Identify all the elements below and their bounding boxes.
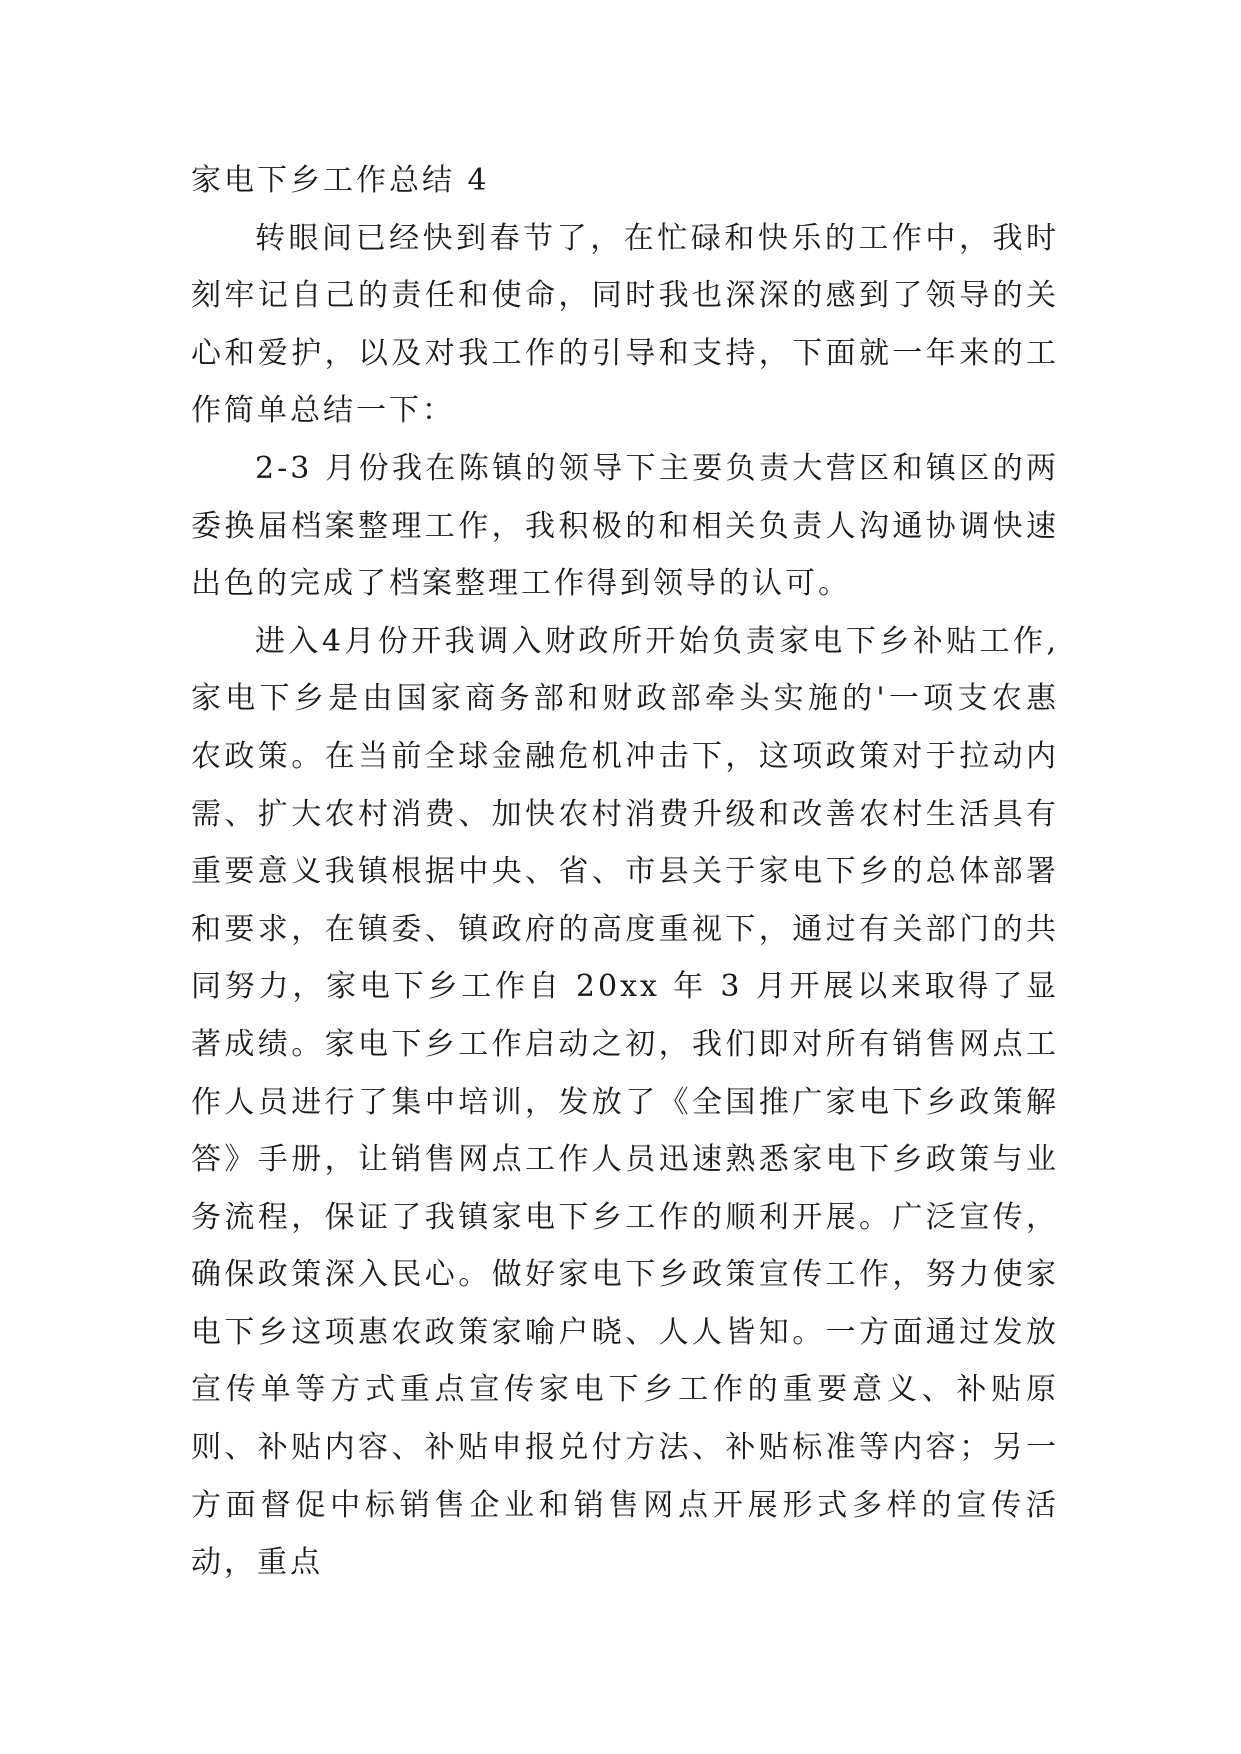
paragraph-intro: 转眼间已经快到春节了，在忙碌和快乐的工作中，我时刻牢记自己的责任和使命，同时我也深深的感到了领导的关心和爱护，以及对我工作的引导和支持，下面就一年来的工作简单总结一下： xyxy=(191,220,1059,429)
paragraph-feb-march: 2-3 月份我在陈镇的领导下主要负责大营区和镇区的两委换届档案整理工作，我积极的和相关负责人沟通协调快速出色的完成了档案整理工作得到领导的认可。 xyxy=(191,450,1059,602)
document-title: 家电下乡工作总结 4 xyxy=(191,163,490,198)
document-body xyxy=(191,152,1059,1592)
paragraph-april: 进入4月份开我调入财政所开始负责家电下乡补贴工作,家电下乡是由国家商务部和财政部牵头实施的'一项支农惠农政策。在当前全球金融危机冲击下，这项政策对于拉动内需、扩大农村消费、加快农村消费升级和改善农村生活具有重要意义我镇根据中央、省、市县关于家电下乡的总体部署和要求，在镇委、镇政府的高度重视下，通过有关部门的共同努力，家电下乡工作自 20xx 年 3 月开展以来取得了显著成绩。家电下乡工作启动之初，我们即对所有销售网点工作人员进行了集中培训，发放了《全国推广家电下乡政策解答》手册，让销售网点工作人员迅速熟悉家电下乡政策与业务流程，保证了我镇家电下乡工作的顺利开展。广泛宣传，确保政策深入民心。做好家电下乡政策宣传工作，努力使家电下乡这项惠农政策家喻户晓、人人皆知。一方面通过发放宣传单等方式重点宣传家电下乡工作的重要意义、补贴原则、补贴内容、补贴申报兑付方法、补贴标准等内容；另一方面督促中标销售企业和销售网点开展形式多样的宣传活动，重点 xyxy=(191,623,1059,1581)
